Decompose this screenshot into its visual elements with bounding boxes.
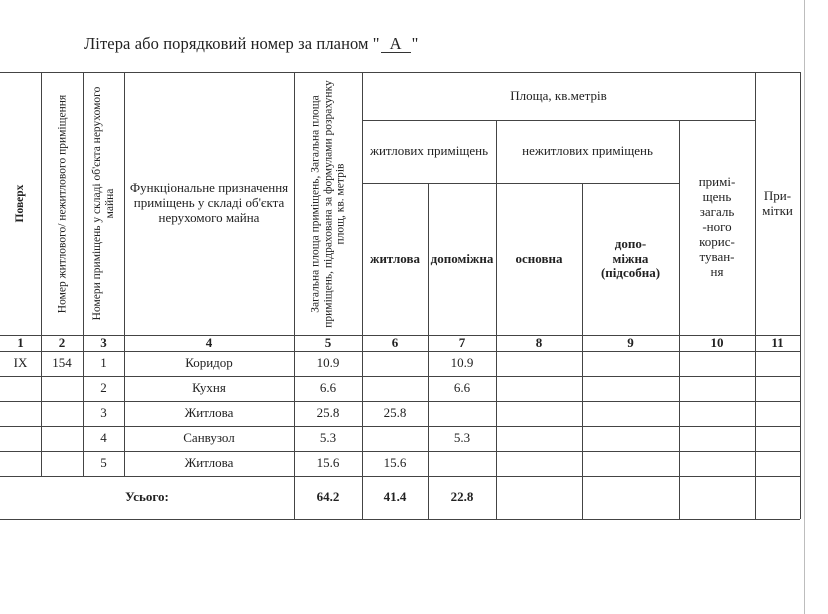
cell-floor (0, 401, 41, 426)
cell-room: 1 (100, 355, 107, 371)
column-number: 5 (324, 335, 332, 350)
header-unit-number: Номер житлового/ нежитлового приміщення (55, 94, 68, 313)
cell-unit (41, 451, 83, 476)
cell-purpose: Коридор (185, 355, 233, 371)
cell-living-area: 25.8 (383, 405, 407, 421)
table-bottom-border (0, 519, 800, 520)
header-nonresidential-group: нежитлових приміщень (522, 143, 653, 159)
cell-aux-area: 10.9 (450, 355, 474, 371)
cell-unit (41, 401, 83, 426)
cell-floor: IX (13, 355, 28, 371)
cell-floor (0, 426, 41, 451)
cell-room: 4 (100, 430, 107, 446)
cell-floor (0, 451, 41, 476)
column-number: 4 (205, 335, 213, 350)
cell-total-area: 5.3 (319, 430, 337, 446)
header-aux-utility: допо- міжна (підсобна) (600, 235, 661, 281)
header-residential-group: житлових приміщень (369, 143, 489, 159)
cell-aux-area: 6.6 (453, 380, 471, 396)
table-right-border (800, 72, 801, 519)
cell-unit (41, 426, 83, 451)
column-number: 2 (58, 335, 66, 350)
cell-living-area (362, 376, 428, 401)
cell-purpose: Кухня (192, 380, 226, 396)
totals-aux-area: 22.8 (450, 489, 474, 505)
cell-aux-area (428, 401, 496, 426)
cell-room: 3 (100, 405, 107, 421)
header-floor: Поверх (14, 184, 27, 223)
title-suffix: " (411, 34, 419, 53)
column-number: 6 (391, 335, 399, 350)
header-notes: При- мітки (762, 187, 793, 218)
totals-label: Усього: (125, 489, 169, 505)
column-number: 9 (627, 335, 634, 350)
totals-total-area: 64.2 (316, 489, 340, 505)
column-number: 10 (710, 335, 724, 350)
cell-purpose: Санвузол (183, 430, 235, 446)
cell-living-area (362, 351, 428, 376)
header-area-group: Площа, кв.метрів (510, 87, 607, 103)
header-auxiliary: допоміжна (430, 250, 494, 266)
cell-total-area: 25.8 (316, 405, 340, 421)
cell-aux-area (428, 451, 496, 476)
column-number: 1 (17, 335, 24, 350)
column-number: 3 (100, 335, 107, 350)
cell-unit: 154 (52, 355, 72, 371)
cell-room: 2 (100, 380, 107, 396)
cell-total-area: 10.9 (316, 355, 340, 371)
cell-purpose: Житлова (184, 455, 234, 471)
header-purpose: Функціональне призначення приміщень у складі об'єкта нерухомого майна (129, 180, 289, 225)
totals-living-area: 41.4 (383, 489, 407, 505)
title-prefix: Літера або порядковий номер за планом " (84, 34, 380, 53)
cell-living-area: 15.6 (383, 455, 407, 471)
header-room-number: Номери приміщень у складі об'єкта нерухомого майна (90, 86, 116, 321)
column-number: 8 (535, 335, 543, 350)
cell-unit (41, 376, 83, 401)
title-letter: А (381, 36, 411, 53)
cell-total-area: 15.6 (316, 455, 340, 471)
cell-floor (0, 376, 41, 401)
cell-living-area (362, 426, 428, 451)
cell-purpose: Житлова (184, 405, 234, 421)
column-number: 7 (458, 335, 466, 350)
header-total-area: Загальна площа приміщень, Загальна площа приміщень, підрахована за формулами розрахунку площ, кв. метрів (308, 79, 347, 328)
header-common-use: примі- щень загаль -ного корис- туван- ня (698, 174, 736, 279)
cell-aux-area: 5.3 (453, 430, 471, 446)
cell-total-area: 6.6 (319, 380, 337, 396)
cell-room: 5 (100, 455, 107, 471)
header-main: основна (515, 250, 563, 266)
column-number: 11 (771, 335, 784, 350)
header-living: житлова (370, 250, 420, 266)
